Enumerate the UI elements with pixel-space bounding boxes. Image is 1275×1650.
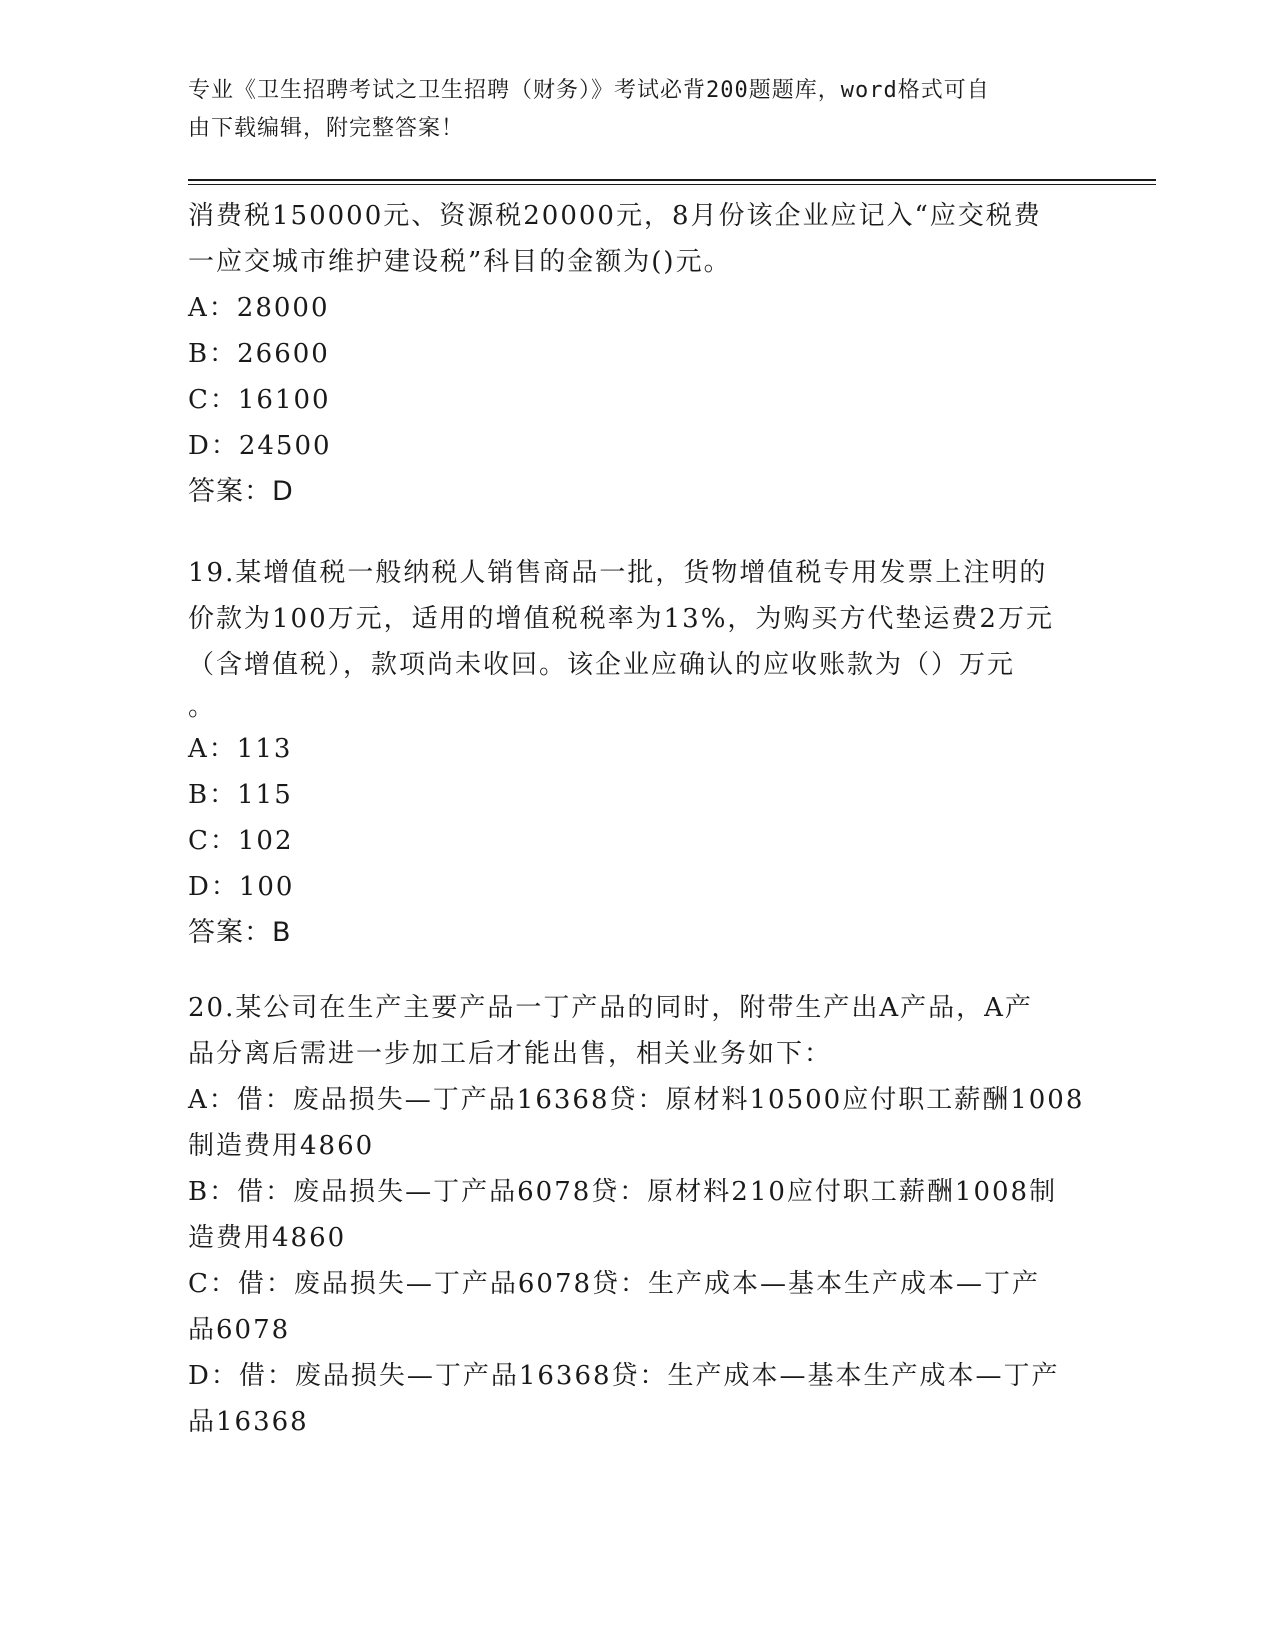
option-b-line-1: B：借：废品损失—丁产品6078贷：原材料210应付职工薪酬1008制 bbox=[188, 1177, 1058, 1207]
document-header bbox=[188, 72, 1068, 148]
option-a-line-1: A：借：废品损失—丁产品16368贷：原材料10500应付职工薪酬1008 bbox=[188, 1085, 1085, 1115]
option-d-line-1: D：借：废品损失—丁产品16368贷：生产成本—基本生产成本—丁产 bbox=[188, 1361, 1060, 1391]
option-b: B：26600 bbox=[188, 339, 330, 369]
question-text-line: 。 bbox=[188, 692, 217, 722]
question-text-line: 品分离后需进一步加工后才能出售，相关业务如下： bbox=[188, 1039, 833, 1069]
answer-line: 答案：D bbox=[188, 476, 294, 507]
option-c-line-1: C：借：废品损失—丁产品6078贷：生产成本—基本生产成本—丁产 bbox=[188, 1269, 1041, 1299]
option-d-line-2: 品16368 bbox=[188, 1407, 309, 1437]
header-line-1: 专业《卫生招聘考试之卫生招聘（财务）》考试必背200题题库，word格式可自 bbox=[188, 78, 990, 103]
header-divider-thin bbox=[188, 184, 1156, 185]
option-c: C：102 bbox=[188, 826, 294, 856]
question-19 bbox=[188, 550, 1088, 956]
header-divider-thick bbox=[188, 179, 1156, 181]
option-c-line-2: 品6078 bbox=[188, 1315, 291, 1345]
option-a: A：28000 bbox=[188, 293, 330, 323]
option-a: A：113 bbox=[188, 734, 293, 764]
question-text-line: 20.某公司在生产主要产品一丁产品的同时，附带生产出A产品，A产 bbox=[188, 993, 1033, 1023]
question-text-line: 19.某增值税一般纳税人销售商品一批，货物增值税专用发票上注明的 bbox=[188, 558, 1048, 588]
option-b: B：115 bbox=[188, 780, 293, 810]
option-b-line-2: 造费用4860 bbox=[188, 1223, 347, 1253]
question-text-line: 消费税150000元、资源税20000元，8月份该企业应记入“应交税费 bbox=[188, 201, 1042, 231]
option-c: C：16100 bbox=[188, 385, 331, 415]
option-d: D：100 bbox=[188, 872, 295, 902]
question-text-line: 价款为100万元，适用的增值税税率为13%，为购买方代垫运费2万元 bbox=[188, 604, 1054, 634]
option-a-line-2: 制造费用4860 bbox=[188, 1131, 375, 1161]
question-text-line: 一应交城市维护建设税”科目的金额为()元。 bbox=[188, 247, 732, 277]
question-18 bbox=[188, 193, 1088, 515]
question-20 bbox=[188, 985, 1088, 1445]
question-text-line: （含增值税），款项尚未收回。该企业应确认的应收账款为（）万元 bbox=[188, 650, 1016, 680]
answer-line: 答案：B bbox=[188, 917, 292, 948]
option-d: D：24500 bbox=[188, 431, 332, 461]
header-line-2: 由下载编辑，附完整答案！ bbox=[188, 116, 465, 141]
